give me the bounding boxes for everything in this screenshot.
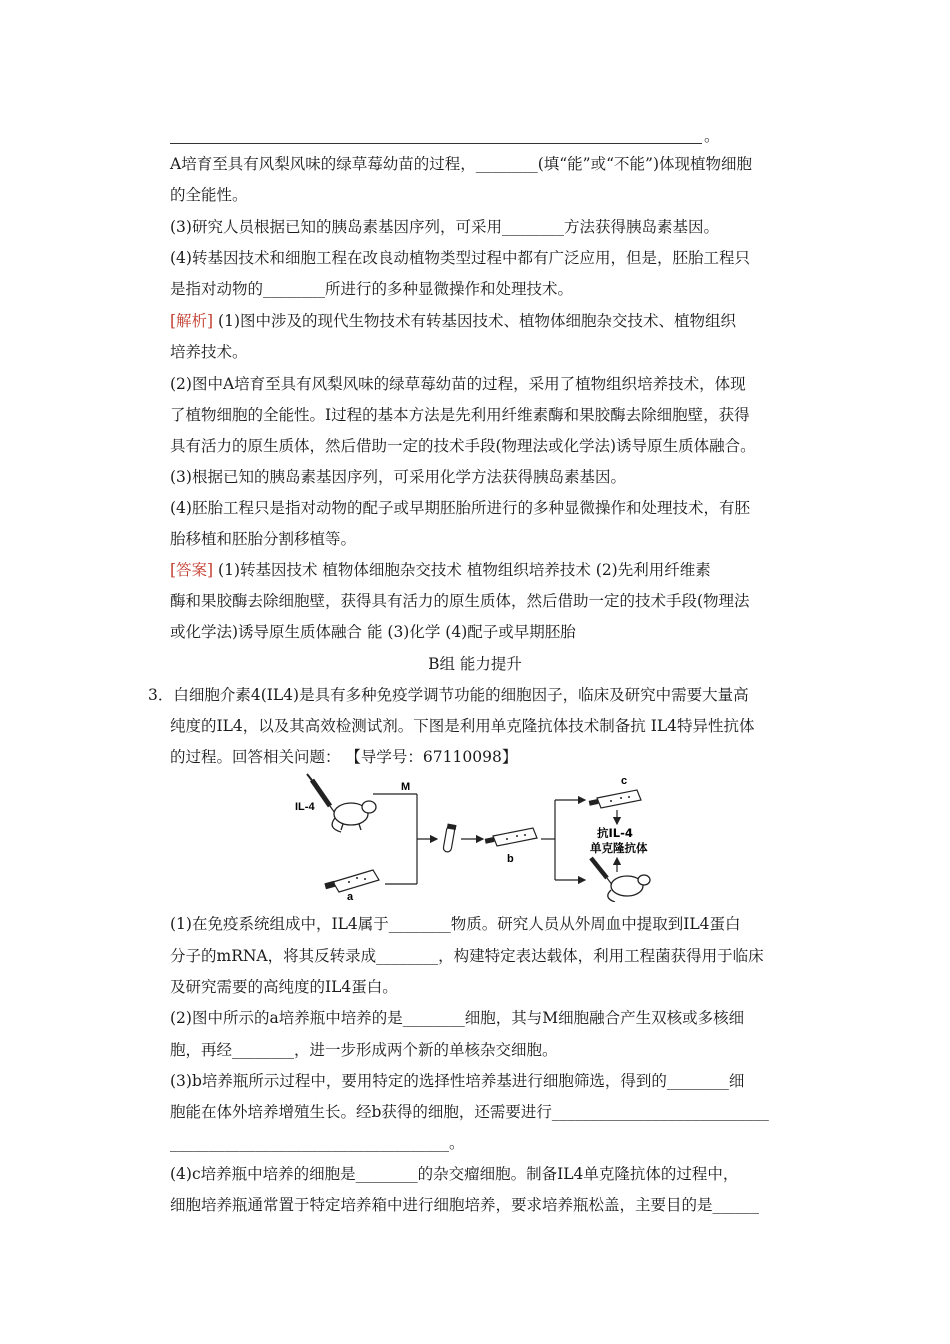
question-line: ____________________________________。: [170, 1134, 465, 1152]
question-line: 及研究需要的高纯度的IL4蛋白。: [170, 978, 398, 996]
test-tube-icon: [443, 824, 457, 853]
answer-text: (1)转基因技术 植物体细胞杂交技术 植物组织培养技术 (2)先利用纤维素: [213, 561, 711, 579]
question-line: (1)在免疫系统组成中，IL4属于________物质。研究人员从外周血中提取到IL4蛋白: [170, 915, 741, 933]
question-line: (4)c培养瓶中培养的细胞是________的杂交瘤细胞。制备IL4单克隆抗体的过程中，: [170, 1165, 739, 1183]
antibody-label: 单克隆抗体: [590, 841, 648, 855]
analysis-tag: [解析]: [170, 312, 214, 330]
monoclonal-antibody-diagram: [285, 772, 665, 902]
question-line: 胞能在体外培养增殖生长。经b获得的细胞，还需要进行____________________________: [170, 1103, 769, 1121]
text-line: (2)图中A培育至具有风梨风味的绿草莓幼苗的过程，采用了植物组织培养技术，体现: [170, 375, 746, 393]
text-line: 胎移植和胚胎分割移植等。: [170, 530, 357, 548]
analysis-line: [170, 311, 810, 331]
text-line: (4)转基因技术和细胞工程在改良动植物类型过程中都有广泛应用，但是，胚胎工程只: [170, 249, 750, 267]
flask-c-label: c: [621, 775, 628, 787]
m-label: M: [401, 781, 411, 793]
text-line: (4)胚胎工程只是指对动物的配子或早期胚胎所进行的多种显微操作和处理技术，有胚: [170, 499, 750, 517]
section-heading: B组 能力提升: [428, 655, 522, 673]
text-line: A培育至具有风梨风味的绿草莓幼苗的过程，________(填“能”或“不能”)体现植物细胞: [170, 155, 752, 173]
mouse-icon: [608, 875, 650, 902]
question-line: 细胞培养瓶通常置于特定培养箱中进行细胞培养，要求培养瓶松盖，主要目的是______: [170, 1196, 760, 1214]
question-line: (3)b培养瓶所示过程中，要用特定的选择性培养基进行细胞筛选，得到的________细: [170, 1072, 745, 1090]
analysis-text: (1)图中涉及的现代生物技术有转基因技术、植物体细胞杂交技术、植物组织: [213, 312, 736, 330]
text-line: 或化学法)诱导原生质体融合 能 (3)化学 (4)配子或早期胚胎: [170, 623, 576, 641]
mouse-icon: [332, 801, 376, 832]
text-line: 的全能性。: [170, 186, 248, 204]
text-line: 了植物细胞的全能性。Ⅰ过程的基本方法是先利用纤维素酶和果胶酶去除细胞壁，获得: [170, 406, 750, 424]
answer-line: [170, 560, 810, 580]
question-line: 胞，再经________，进一步形成两个新的单核杂交细胞。: [170, 1041, 558, 1059]
blank-period: 。: [704, 127, 720, 145]
answer-tag: [答案]: [170, 561, 214, 579]
question-line: (2)图中所示的a培养瓶中培养的是________细胞，其与M细胞融合产生双核或多核细: [170, 1009, 745, 1027]
question-line: 的过程。回答相关问题： 【导学号：67110098】: [170, 748, 518, 766]
text-line: 培养技术。: [170, 343, 248, 361]
culture-flask-icon: [324, 870, 379, 892]
flask-a-label: a: [347, 891, 354, 902]
text-line: 酶和果胶酶去除细胞壁，获得具有活力的原生质体，然后借助一定的技术手段(物理法: [170, 592, 750, 610]
question-line: 3．白细胞介素4(IL4)是具有多种免疫学调节功能的细胞因子，临床及研究中需要大量高: [148, 686, 749, 704]
antibody-label: 抗IL-4: [597, 826, 633, 840]
syringe-icon: [591, 858, 613, 886]
text-line: 是指对动物的________所进行的多种显微操作和处理技术。: [170, 280, 574, 298]
question-line: 纯度的IL4，以及其高效检测试剂。下图是利用单克隆抗体技术制备抗 IL4特异性抗体: [170, 717, 755, 735]
flask-b-label: b: [507, 853, 514, 865]
text-line: (3)研究人员根据已知的胰岛素基因序列，可采用________方法获得胰岛素基因。: [170, 218, 719, 236]
text-line: 具有活力的原生质体，然后借助一定的技术手段(物理法或化学法)诱导原生质体融合。: [170, 437, 756, 455]
text-line: (3)根据已知的胰岛素基因序列，可采用化学方法获得胰岛素基因。: [170, 468, 626, 486]
answer-blank-line: [170, 143, 702, 144]
culture-flask-icon: [485, 828, 537, 846]
culture-flask-icon: [589, 790, 641, 808]
question-line: 分子的mRNA，将其反转录成________，构建特定表达载体，利用工程菌获得用于临床: [170, 947, 764, 965]
il4-label: IL-4: [295, 801, 315, 813]
